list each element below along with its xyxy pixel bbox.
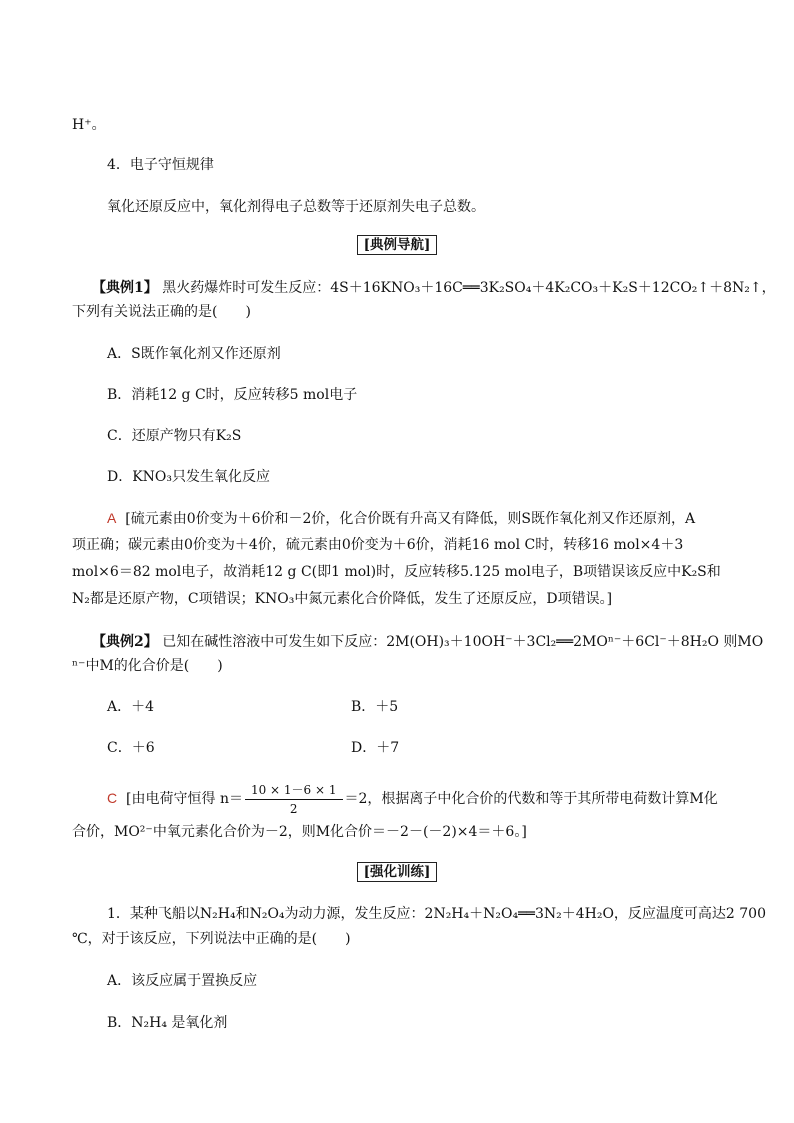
example1-answer: A — [107, 510, 117, 526]
example2-option-a: A．＋4 — [107, 699, 155, 715]
question1-option-b: B．N₂H₄ 是氧化剂 — [107, 1015, 228, 1031]
example1-option-c: C．还原产物只有K₂S — [107, 428, 242, 444]
example1-explanation-line3: mol×6＝82 mol电子，故消耗12 g C(即1 mol)时，反应转移5.125 mol电子，B项错误该反应中K₂S和 — [72, 564, 721, 580]
fraction-denominator: 2 — [289, 801, 298, 816]
example1-explanation-line4: N₂都是还原产物，C项错误；KNO₃中氮元素化合价降低，发生了还原反应，D项错误。] — [72, 591, 613, 607]
question1-option-a: A．该反应属于置换反应 — [107, 973, 258, 989]
example1-stem-line1: 黑火药爆炸时可发生反应：4S＋16KNO₃＋16C══3K₂SO₄＋4K₂CO₃＋K₂S＋12CO₂↑＋8N₂↑， — [162, 280, 776, 296]
example1-stem-line2: 下列有关说法正确的是( ) — [72, 304, 251, 320]
example2-answer: C — [107, 790, 118, 806]
charge-fraction — [245, 781, 343, 818]
section-text: 氧化还原反应中，氧化剂得电子总数等于还原剂失电子总数。 — [107, 199, 485, 215]
example2-explanation-pre: [由电荷守恒得 n＝ — [126, 791, 243, 807]
example1-label: 【典例1】 — [92, 280, 158, 296]
top-fragment: H⁺。 — [72, 117, 106, 133]
example2-explanation-line2: 合价，MO²⁻中氧元素化合价为－2，则M化合价＝－2－(－2)×4＝＋6。] — [72, 824, 527, 840]
example1-stem — [92, 278, 776, 298]
example2-option-b: B．＋5 — [351, 699, 399, 715]
examples-box-heading — [0, 235, 794, 255]
example1-explanation-line2: 项正确；碳元素由0价变为＋4价，硫元素由0价变为＋6价，消耗16 mol C时，转移16 mol×4＋3 — [72, 537, 684, 553]
examples-box-label: [典例导航] — [357, 235, 438, 255]
training-box-heading — [0, 862, 794, 882]
example1-explanation-line1: [硫元素由0价变为＋6价和－2价，化合价既有升高又有降低，则S既作氧化剂又作还原剂，A — [125, 511, 696, 527]
question1-stem-line2: ℃，对于该反应，下列说法中正确的是( ) — [72, 931, 351, 947]
example1-explanation-1 — [107, 508, 695, 529]
training-box-label: [强化训练] — [357, 862, 438, 882]
example2-explanation-1 — [107, 778, 718, 819]
example1-option-d: D．KNO₃只发生氧化反应 — [107, 469, 271, 485]
example1-option-b: B．消耗12 g C时，反应转移5 mol电子 — [107, 387, 358, 403]
example2-stem-line1: 已知在碱性溶液中可发生如下反应：2M(OH)₃＋10OH⁻＋3Cl₂══2MOⁿ⁻＋6Cl⁻＋8H₂O 则MO — [162, 634, 764, 650]
example2-stem — [92, 632, 763, 652]
example2-stem-line2: ⁿ⁻中M的化合价是( ) — [72, 658, 223, 674]
example2-label: 【典例2】 — [92, 634, 158, 650]
section-heading: 4．电子守恒规律 — [107, 157, 214, 173]
example1-option-a: A．S既作氧化剂又作还原剂 — [107, 346, 281, 362]
fraction-numerator: 10 × 1－6 × 1 — [245, 781, 343, 800]
question1-stem-line1: 1．某种飞船以N₂H₄和N₂O₄为动力源，发生反应：2N₂H₄＋N₂O₄══3N₂＋4H₂O，反应温度可高达2 700 — [107, 906, 766, 922]
example2-option-d: D．＋7 — [351, 740, 400, 756]
example2-explanation-post: ＝2，根据离子中化合价的代数和等于其所带电荷数计算M化 — [344, 791, 718, 807]
example2-option-c: C．＋6 — [107, 740, 155, 756]
